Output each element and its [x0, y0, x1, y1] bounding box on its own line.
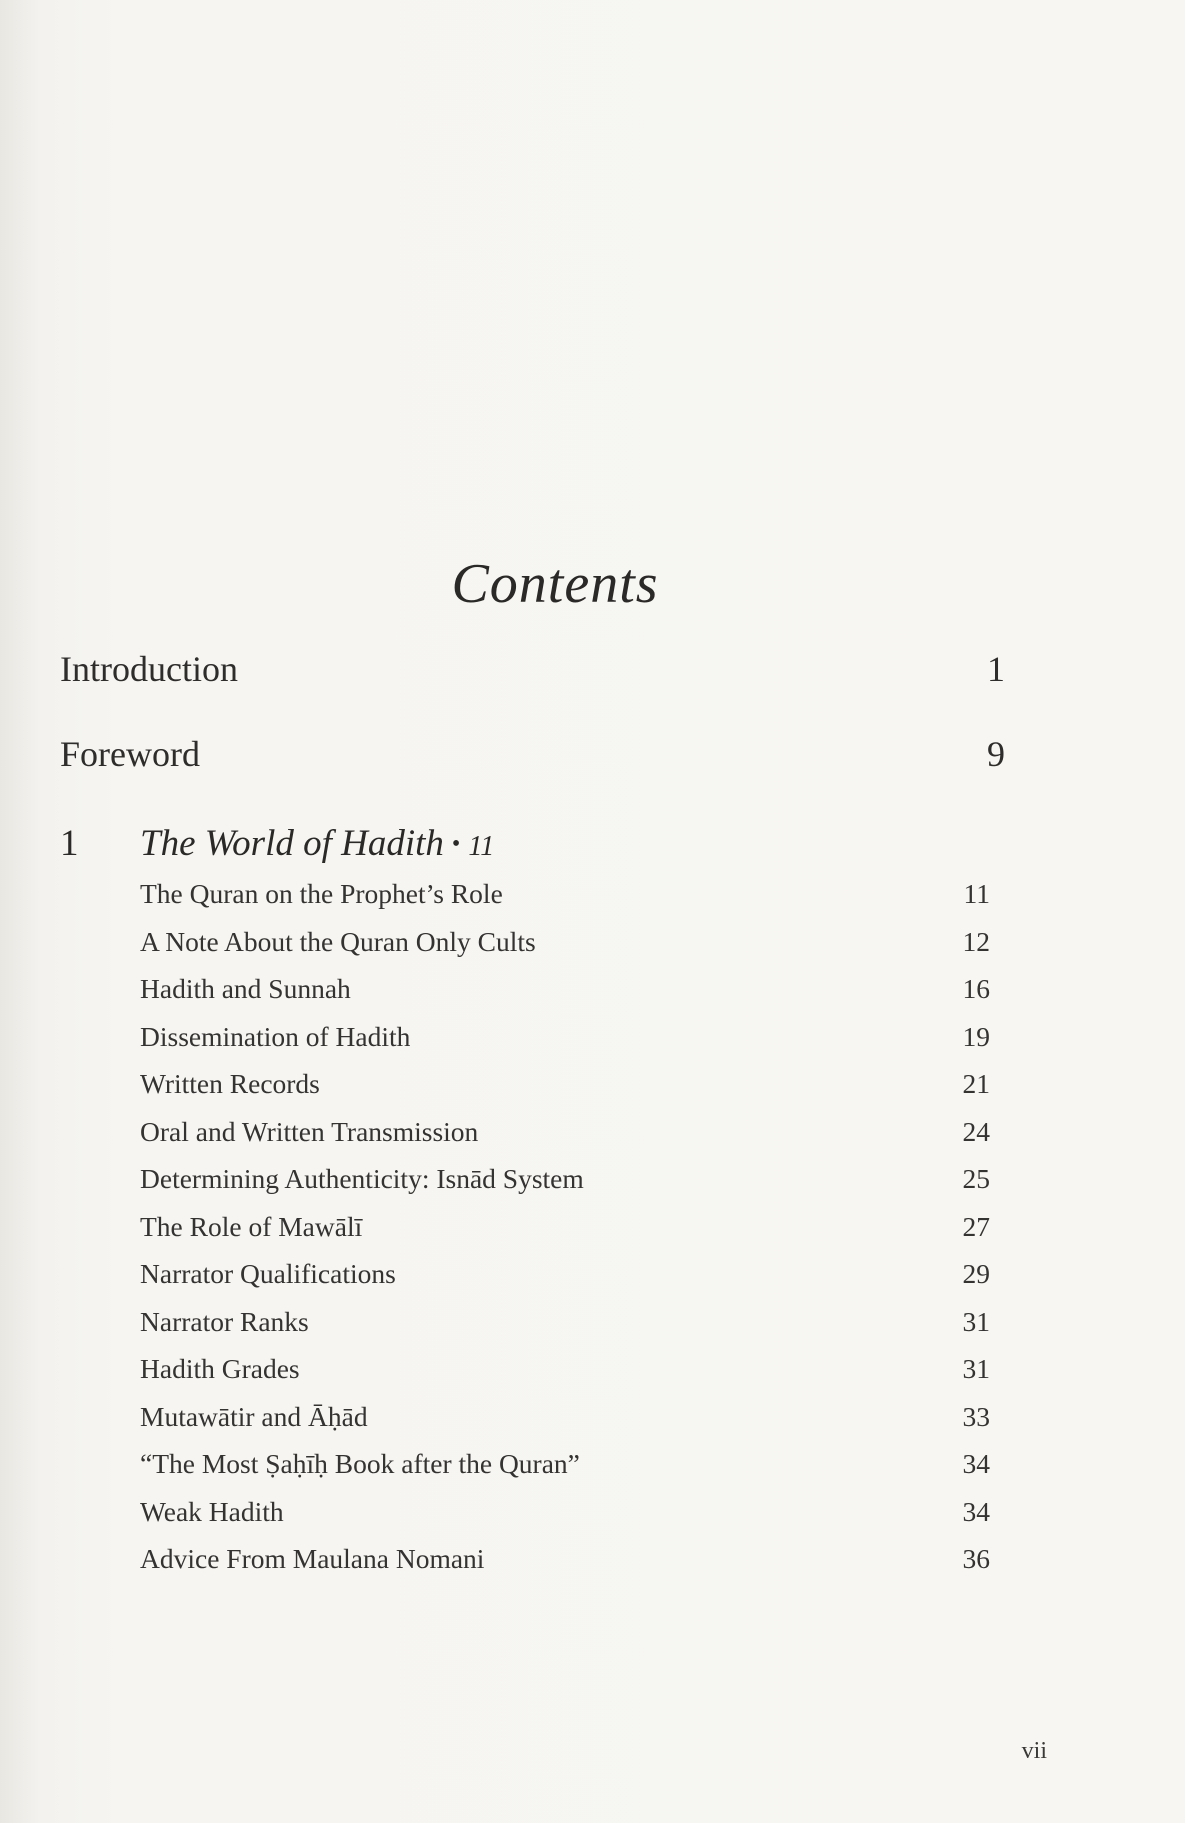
section-entry: [140, 1068, 990, 1116]
section-entry: [140, 926, 990, 974]
section-page: 31: [962, 1353, 990, 1384]
section-entry: [140, 1496, 990, 1544]
section-entry: [140, 1353, 990, 1401]
section-page: 19: [962, 1020, 990, 1052]
bullet-separator: •: [451, 831, 461, 857]
section-title: Hadith and Sunnah: [140, 973, 351, 1004]
section-title: Determining Authenticity: Isnād System: [140, 1163, 584, 1194]
section-page: 34: [962, 1448, 990, 1479]
section-page: 24: [962, 1115, 990, 1147]
section-title: Written Records: [140, 1068, 320, 1099]
toc-entry-label: Foreword: [60, 734, 200, 774]
toc-entry-page: 9: [987, 734, 1005, 774]
section-page: 34: [962, 1495, 990, 1527]
chapter-title-line: [140, 822, 494, 865]
section-entry: [140, 1116, 990, 1164]
section-title: Weak Hadith: [140, 1495, 284, 1527]
section-page: 11: [963, 878, 990, 909]
chapter-title: The World of Hadith: [140, 823, 444, 864]
section-title: Advice From Maulana Nomani: [140, 1543, 485, 1574]
toc-entry-label: Introduction: [60, 649, 238, 689]
section-entry: [140, 1021, 990, 1069]
section-list: [140, 878, 990, 1591]
section-page: 31: [962, 1305, 990, 1337]
section-entry: [140, 878, 990, 926]
section-page: 21: [962, 1068, 990, 1099]
section-title: The Quran on the Prophet’s Role: [140, 878, 503, 909]
section-entry: [140, 1448, 990, 1496]
section-page: 12: [962, 925, 990, 957]
section-title: Hadith Grades: [140, 1353, 300, 1384]
section-entry: [140, 1543, 990, 1591]
section-title: Dissemination of Hadith: [140, 1020, 411, 1052]
chapter-number: 1: [60, 823, 79, 864]
section-page: 33: [962, 1400, 990, 1432]
section-entry: [140, 1306, 990, 1354]
page-number: vii: [1021, 1738, 1047, 1764]
section-page: 27: [962, 1210, 990, 1242]
chapter-page: 11: [468, 831, 495, 862]
section-title: Narrator Qualifications: [140, 1258, 396, 1289]
section-title: A Note About the Quran Only Cults: [140, 925, 536, 957]
section-page: 25: [962, 1163, 990, 1194]
section-entry: [140, 1258, 990, 1306]
section-title: Mutawātir and Āḥād: [140, 1400, 368, 1432]
section-entry: [140, 1163, 990, 1211]
section-entry: [140, 973, 990, 1021]
section-title: The Role of Mawālī: [140, 1210, 363, 1242]
toc-entry-page: 1: [987, 649, 1005, 689]
section-entry: [140, 1401, 990, 1449]
section-entry: [140, 1211, 990, 1259]
page-title: Contents: [451, 553, 659, 615]
section-page: 16: [962, 973, 990, 1004]
section-title: Oral and Written Transmission: [140, 1115, 479, 1147]
section-page: 36: [962, 1543, 990, 1574]
section-title: Narrator Ranks: [140, 1305, 309, 1337]
section-page: 29: [962, 1258, 990, 1289]
section-title: “The Most Ṣaḥīḥ Book after the Quran”: [140, 1448, 580, 1479]
